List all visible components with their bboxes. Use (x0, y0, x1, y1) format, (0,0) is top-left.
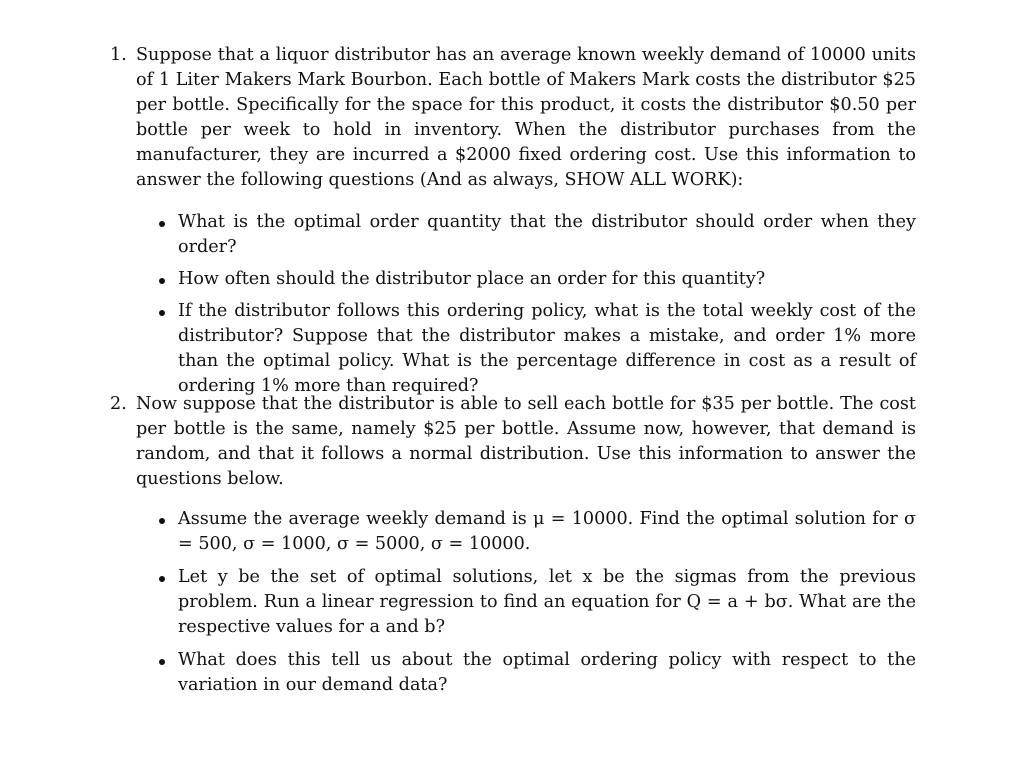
bullet-icon (159, 659, 165, 665)
bullet-text: Let y be the set of optimal solutions, let x be the sigmas from the previous problem. Run a linear regression to find an equation for Q = a + bσ. What are the respective values for a and b? (178, 567, 916, 637)
question-2-text: Now suppose that the distributor is able to sell each bottle for $35 per bottle. The cost per bottle is the same, namely $25 per bottle. Assume now, however, that demand is random, and that it follows a normal distribution. Use this information to answer the questions below. (136, 394, 916, 489)
question-2-bullets (155, 507, 916, 698)
bullet-icon (159, 518, 165, 524)
question-2-number: 2. (110, 394, 127, 414)
question-1-bullets (155, 210, 916, 399)
bullet-icon (159, 221, 165, 227)
list-item (155, 648, 916, 698)
question-1-text: Suppose that a liquor distributor has an average known weekly demand of 10000 units of 1 Liter Makers Mark Bourbon. Each bottle of Makers Mark costs the distributor $25 per bottle. Specifically for the space for this product, it costs the distributor $0.50 per bottle per week to hold in inventory. When the distributor purchases from the manufacturer, they are incurred a $2000 fixed ordering cost. Use this information to answer the following questions (And as always, SHOW ALL WORK): (136, 45, 916, 190)
list-item (155, 210, 916, 260)
bullet-icon (159, 278, 165, 284)
bullet-text: What is the optimal order quantity that the distributor should order when they order? (178, 212, 916, 257)
bullet-text: How often should the distributor place an order for this quantity? (178, 269, 766, 289)
question-2 (110, 392, 916, 492)
question-1-number: 1. (110, 45, 127, 65)
bullet-icon (159, 576, 165, 582)
bullet-text: If the distributor follows this ordering policy, what is the total weekly cost of the distributor? Suppose that the distributor makes a mistake, and order 1% more than the optimal policy. What is the percentage difference in cost as a result of ordering 1% more than required? (178, 301, 916, 396)
list-item (155, 299, 916, 399)
bullet-text: Assume the average weekly demand is μ = 10000. Find the optimal solution for σ = 500, σ = 1000, σ = 5000, σ = 10000. (178, 509, 916, 554)
list-item (155, 267, 916, 292)
question-1 (110, 43, 916, 193)
list-item (155, 507, 916, 557)
bullet-icon (159, 310, 165, 316)
bullet-text: What does this tell us about the optimal ordering policy with respect to the variation in our demand data? (178, 650, 916, 695)
list-item (155, 565, 916, 640)
